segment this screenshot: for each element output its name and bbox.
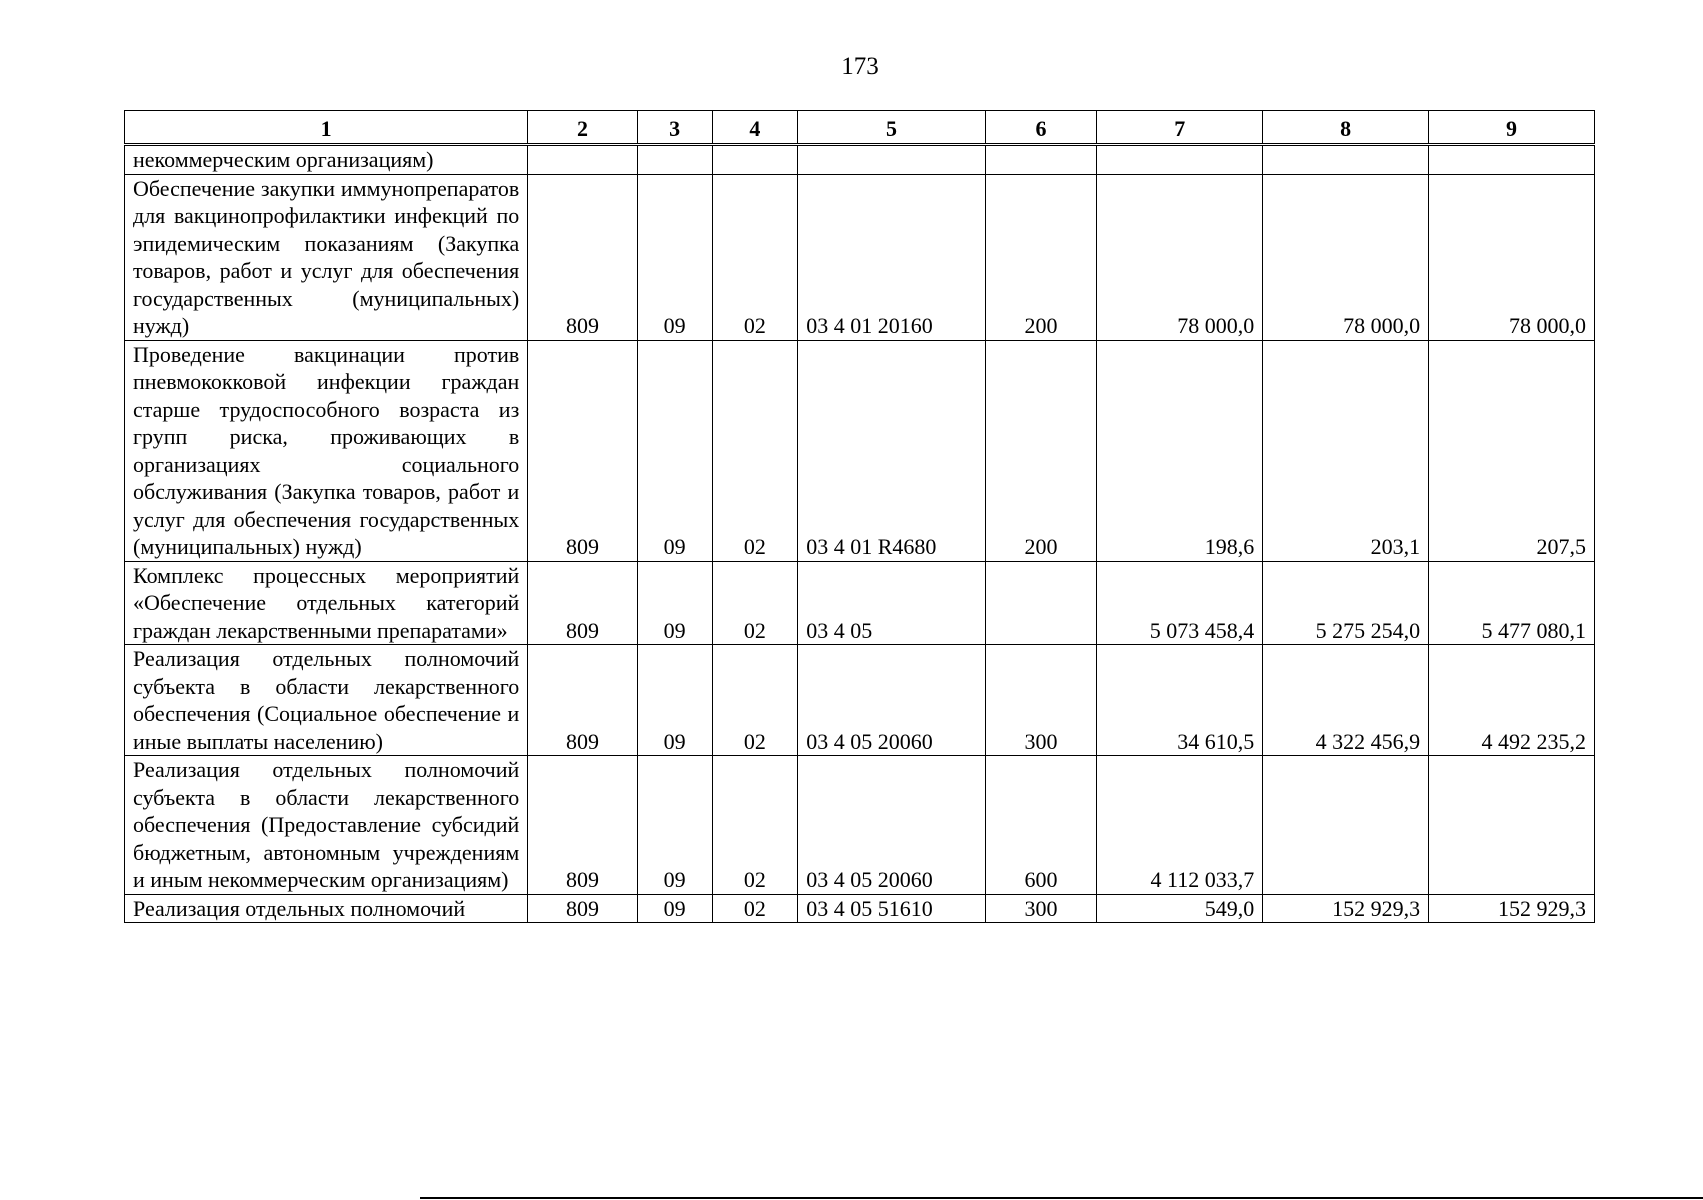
cell-amount-col8: 203,1 [1263, 340, 1429, 561]
budget-table [124, 110, 1595, 923]
column-header-7: 7 [1097, 111, 1263, 145]
column-header-1: 1 [125, 111, 528, 145]
cell-subsection: 02 [712, 561, 798, 645]
header-row [125, 111, 1595, 145]
cell-target-article: 03 4 05 20060 [798, 645, 986, 756]
column-header-6: 6 [985, 111, 1097, 145]
cell-expense-type: 300 [985, 645, 1097, 756]
cell-target-article: 03 4 01 20160 [798, 174, 986, 340]
row-description: Реализация отдельных полномочий субъекта в области лекарственного обеспечения (Предоставление субсидий бюджетным, автономным учреждениям и иным некоммерческим организациям) [125, 756, 528, 895]
cell-section [637, 145, 712, 175]
cell-expense-type [985, 561, 1097, 645]
cell-amount-col7: 78 000,0 [1097, 174, 1263, 340]
cell-amount-col8 [1263, 756, 1429, 895]
column-header-8: 8 [1263, 111, 1429, 145]
cell-section: 09 [637, 894, 712, 923]
table-row [125, 145, 1595, 175]
cell-amount-col8: 78 000,0 [1263, 174, 1429, 340]
cell-amount-col7: 549,0 [1097, 894, 1263, 923]
cell-amount-col8: 4 322 456,9 [1263, 645, 1429, 756]
column-header-2: 2 [528, 111, 637, 145]
table-row [125, 340, 1595, 561]
cell-amount-col9: 5 477 080,1 [1429, 561, 1595, 645]
cell-section: 09 [637, 561, 712, 645]
cell-amount-col9 [1429, 145, 1595, 175]
cell-ministry-code: 809 [528, 561, 637, 645]
cell-target-article [798, 145, 986, 175]
cell-amount-col9: 207,5 [1429, 340, 1595, 561]
cell-amount-col8: 5 275 254,0 [1263, 561, 1429, 645]
cell-amount-col9: 78 000,0 [1429, 174, 1595, 340]
cell-subsection: 02 [712, 174, 798, 340]
cell-expense-type: 200 [985, 174, 1097, 340]
cell-ministry-code: 809 [528, 756, 637, 895]
row-description: Обеспечение закупки иммунопрепаратов для вакцинопрофилактики инфекций по эпидемическим показаниям (Закупка товаров, работ и услуг для обеспечения государственных (муниципальных) нужд) [125, 174, 528, 340]
cell-target-article: 03 4 01 R4680 [798, 340, 986, 561]
cell-ministry-code: 809 [528, 174, 637, 340]
table-row [125, 645, 1595, 756]
cell-subsection [712, 145, 798, 175]
cell-subsection: 02 [712, 756, 798, 895]
column-header-9: 9 [1429, 111, 1595, 145]
column-header-4: 4 [712, 111, 798, 145]
cell-section: 09 [637, 174, 712, 340]
cell-expense-type [985, 145, 1097, 175]
cell-subsection: 02 [712, 645, 798, 756]
cell-amount-col8: 152 929,3 [1263, 894, 1429, 923]
cell-target-article: 03 4 05 [798, 561, 986, 645]
cell-ministry-code: 809 [528, 894, 637, 923]
cell-subsection: 02 [712, 340, 798, 561]
cell-section: 09 [637, 645, 712, 756]
cell-ministry-code: 809 [528, 645, 637, 756]
cell-amount-col8 [1263, 145, 1429, 175]
cell-amount-col7: 4 112 033,7 [1097, 756, 1263, 895]
cell-expense-type: 300 [985, 894, 1097, 923]
cell-amount-col7: 198,6 [1097, 340, 1263, 561]
cell-amount-col7 [1097, 145, 1263, 175]
cell-section: 09 [637, 340, 712, 561]
column-header-3: 3 [637, 111, 712, 145]
table-row [125, 894, 1595, 923]
page-number: 173 [841, 53, 879, 80]
row-description: Проведение вакцинации против пневмококковой инфекции граждан старше трудоспособного возраста из групп риска, проживающих в организациях социального обслуживания (Закупка товаров, работ и услуг для обеспечения государственных (муниципальных) нужд) [125, 340, 528, 561]
row-description: некоммерческим организациям) [125, 145, 528, 175]
row-description: Комплекс процессных мероприятий «Обеспечение отдельных категорий граждан лекарственными препаратами» [125, 561, 528, 645]
table-row [125, 561, 1595, 645]
cell-amount-col9: 152 929,3 [1429, 894, 1595, 923]
page-bottom-rule [420, 1197, 1703, 1199]
cell-ministry-code: 809 [528, 340, 637, 561]
cell-section: 09 [637, 756, 712, 895]
cell-target-article: 03 4 05 20060 [798, 756, 986, 895]
table-row [125, 174, 1595, 340]
row-description: Реализация отдельных полномочий субъекта в области лекарственного обеспечения (Социальное обеспечение и иные выплаты населению) [125, 645, 528, 756]
cell-subsection: 02 [712, 894, 798, 923]
cell-amount-col9 [1429, 756, 1595, 895]
column-header-5: 5 [798, 111, 986, 145]
row-description: Реализация отдельных полномочий [125, 894, 528, 923]
table-row [125, 756, 1595, 895]
cell-amount-col7: 34 610,5 [1097, 645, 1263, 756]
cell-expense-type: 600 [985, 756, 1097, 895]
cell-amount-col7: 5 073 458,4 [1097, 561, 1263, 645]
cell-ministry-code [528, 145, 637, 175]
cell-expense-type: 200 [985, 340, 1097, 561]
cell-amount-col9: 4 492 235,2 [1429, 645, 1595, 756]
cell-target-article: 03 4 05 51610 [798, 894, 986, 923]
